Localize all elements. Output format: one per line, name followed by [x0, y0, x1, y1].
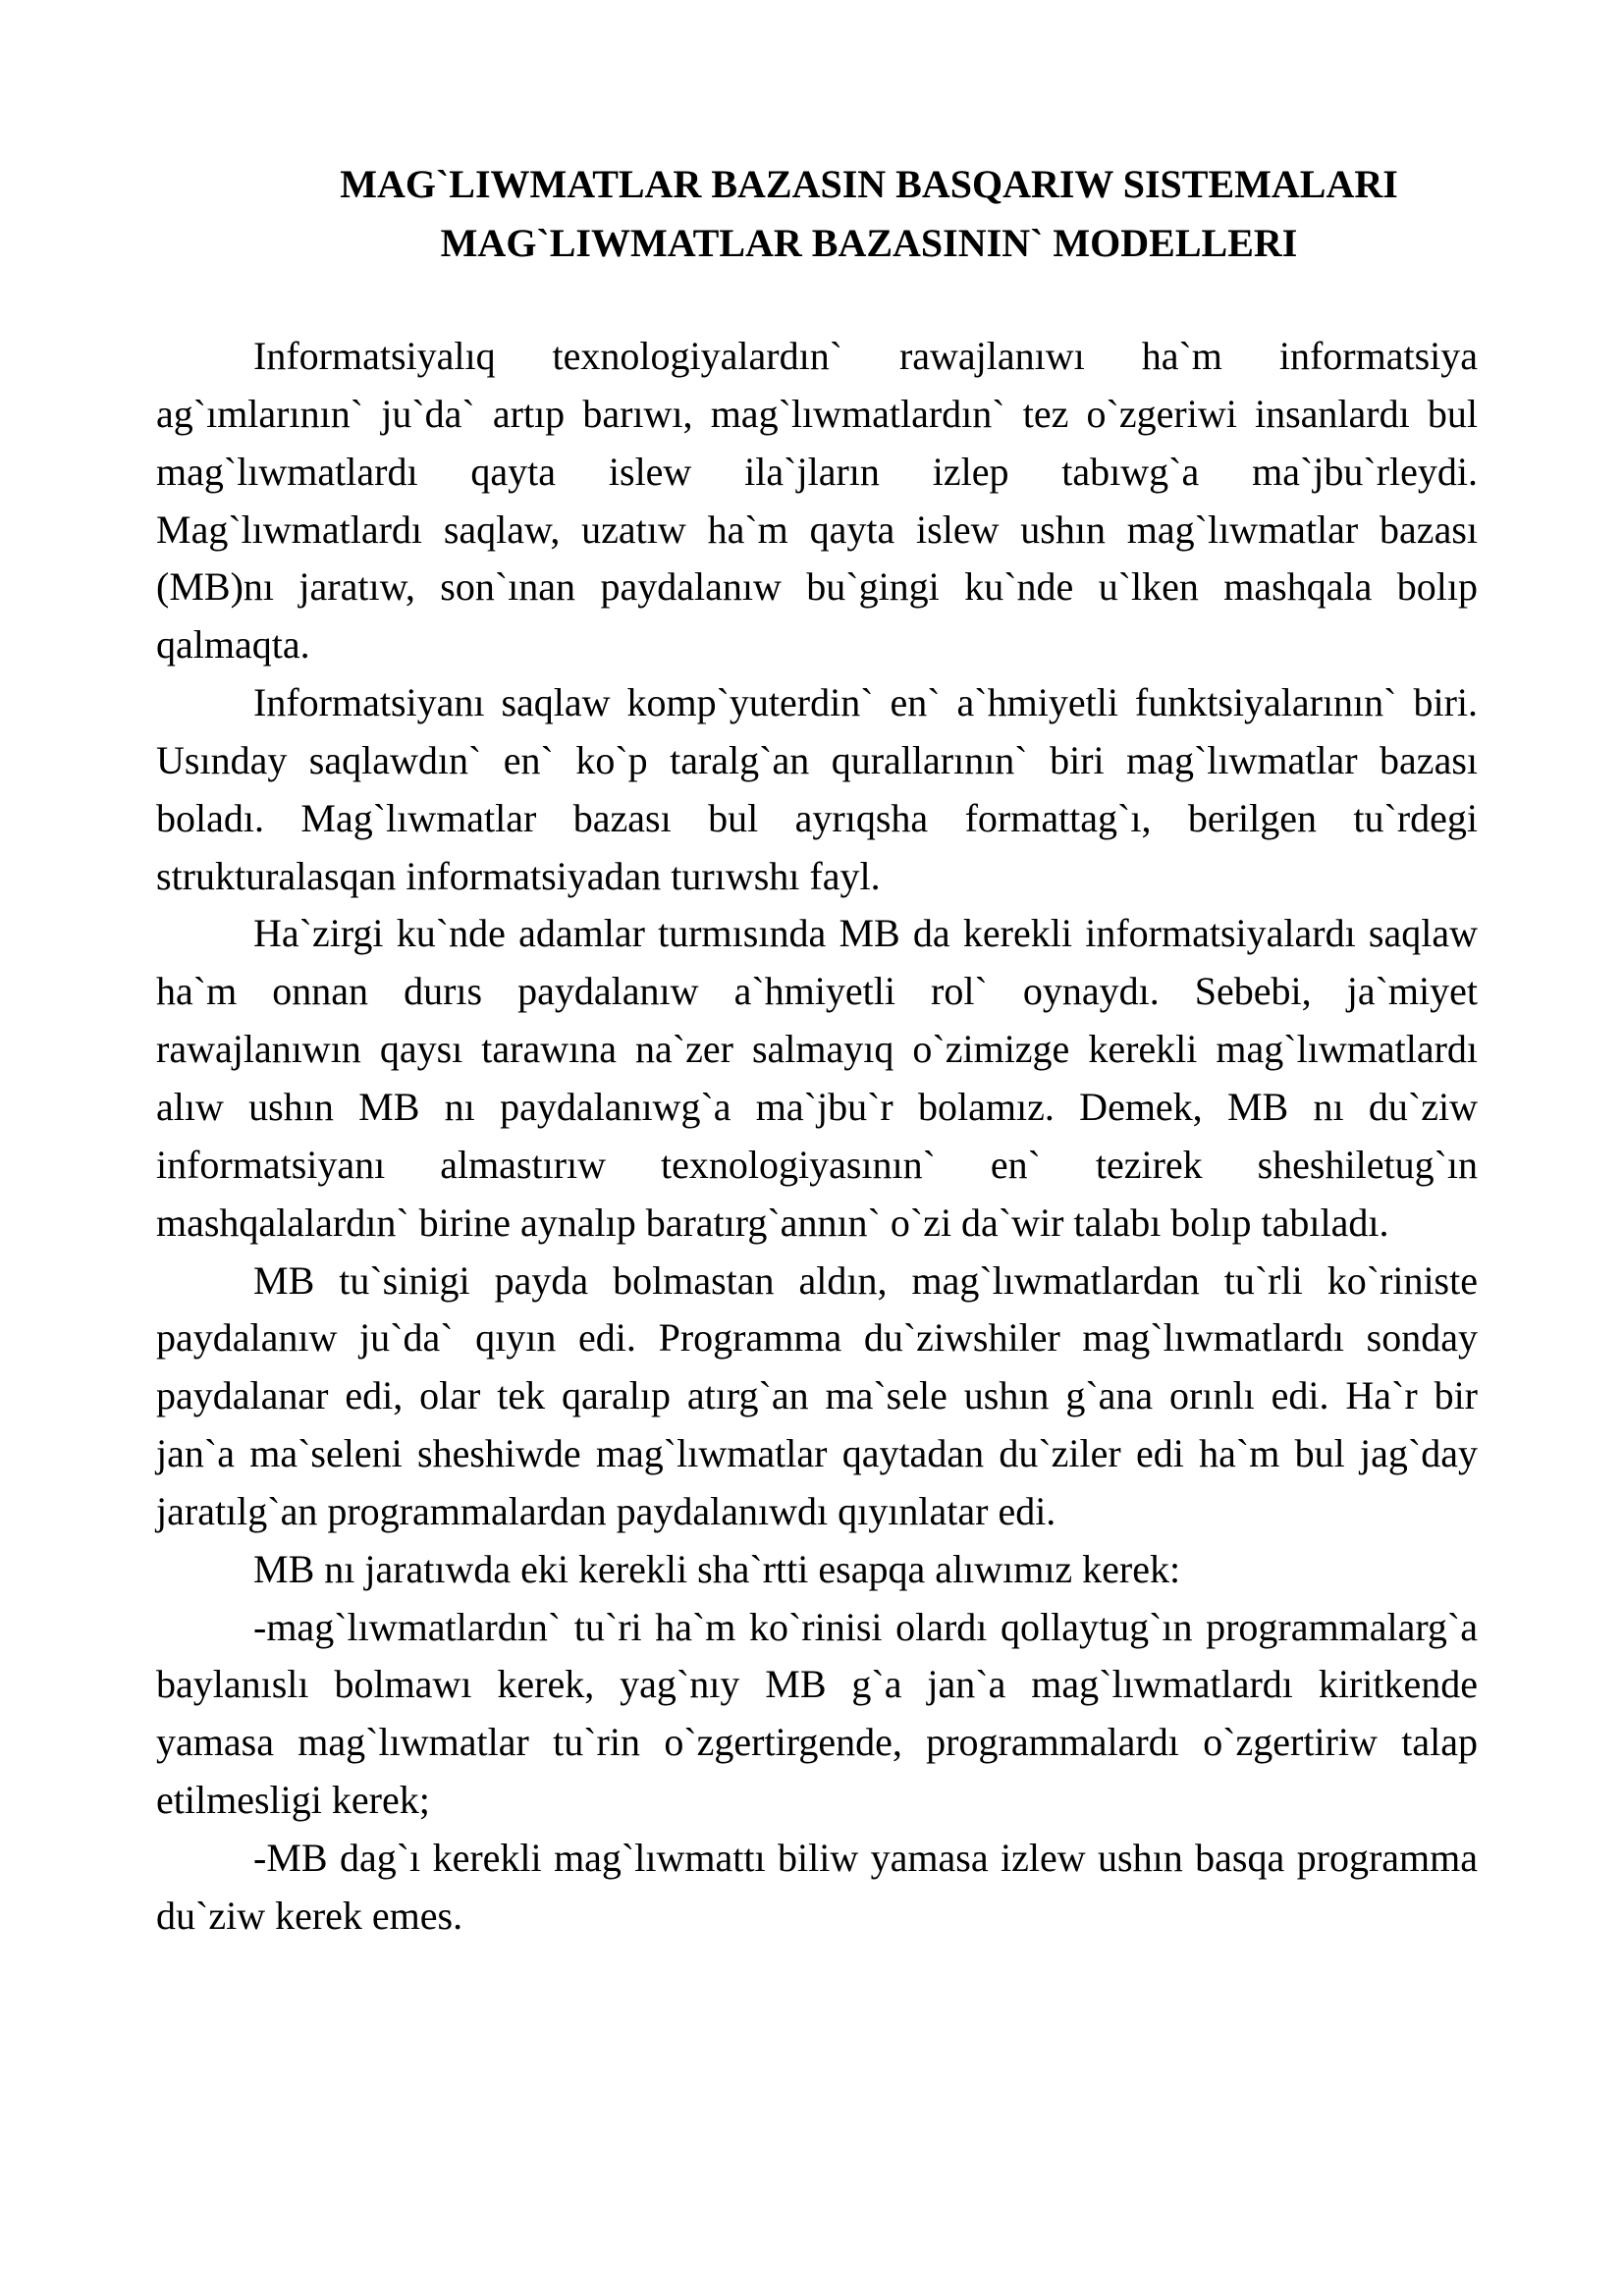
paragraph-6-list-item: -mag`lıwmatlardın` tu`ri ha`m ko`rinisi olardı qollaytug`ın programmalarg`a baylanıslı bolmawı kerek, yag`nıy MB g`a jan`a mag`lıwmatlardı kiritkende yamasa mag`lıwmatlar tu`rin o`zgertirgende, programmalardı o`zgertiriw talap etilmesligi kerek; — [156, 1604, 1478, 1823]
title-line-1: MAG`LIWMATLAR BAZASIN BASQARIW SISTEMALARI — [340, 162, 1398, 206]
paragraph-2: Informatsiyanı saqlaw komp`yuterdin` en` a`hmiyetli funktsiyalarının` biri. Usınday saqlawdın` en` ko`p taralg`an qurallarının` biri mag`lıwmatlar bazası boladı. Mag`lıwmatlar bazası bul ayrıqsha formattag`ı, berilgen tu`rdegi strukturalasqan informatsiyadan turıwshı fayl. — [156, 680, 1478, 898]
document-body — [156, 328, 1478, 1946]
document-title — [255, 155, 1483, 273]
paragraph-4: MB tu`sinigi payda bolmastan aldın, mag`lıwmatlardan tu`rli ko`riniste paydalanıw ju`da` qıyın edi. Programma du`ziwshiler mag`lıwmatlardı sonday paydalanar edi, olar tek qaralıp atırg`an ma`sele ushın g`ana orınlı edi. Ha`r bir jan`a ma`seleni sheshiwde mag`lıwmatlar qaytadan du`ziler edi ha`m bul jag`day jaratılg`an programmalardan paydalanıwdı qıyınlatar edi. — [156, 1257, 1478, 1533]
paragraph-7-list-item: -MB dag`ı kerekli mag`lıwmattı biliw yamasa izlew ushın basqa programma du`ziw kerek emes. — [156, 1835, 1478, 1938]
title-line-2: MAG`LIWMATLAR BAZASININ` MODELLERI — [440, 221, 1298, 265]
paragraph-3: Ha`zirgi ku`nde adamlar turmısında MB da kerekli informatsiyalardı saqlaw ha`m onnan durıs paydalanıw a`hmiyetli rol` oynaydı. Sebebi, ja`miyet rawajlanıwın qaysı tarawına na`zer salmayıq o`zimizge kerekli mag`lıwmatlardı alıw ushın MB nı paydalanıwg`a ma`jbu`r bolamız. Demek, MB nı du`ziw informatsiyanı almastırıw texnologiyasının` en` tezirek sheshiletug`ın mashqalalardın` birine aynalıp baratırg`annın` o`zi da`wir talabı bolıp tabıladı. — [156, 911, 1478, 1245]
paragraph-5: MB nı jaratıwda eki kerekli sha`rtti esapqa alıwımız kerek: — [253, 1546, 1181, 1591]
paragraph-1: Informatsiyalıq texnologiyalardın` rawajlanıwı ha`m informatsiya ag`ımlarının` ju`da` artıp barıwı, mag`lıwmatlardın` tez o`zgeriwi insanlardı bul mag`lıwmatlardı qayta islew ila`jların izlep tabıwg`a ma`jbu`rleydi. Mag`lıwmatlardı saqlaw, uzatıw ha`m qayta islew ushın mag`lıwmatlar bazası (MB)nı jaratıw, son`ınan paydalanıw bu`gingi ku`nde u`lken mashqala bolıp qalmaqta. — [156, 334, 1478, 667]
